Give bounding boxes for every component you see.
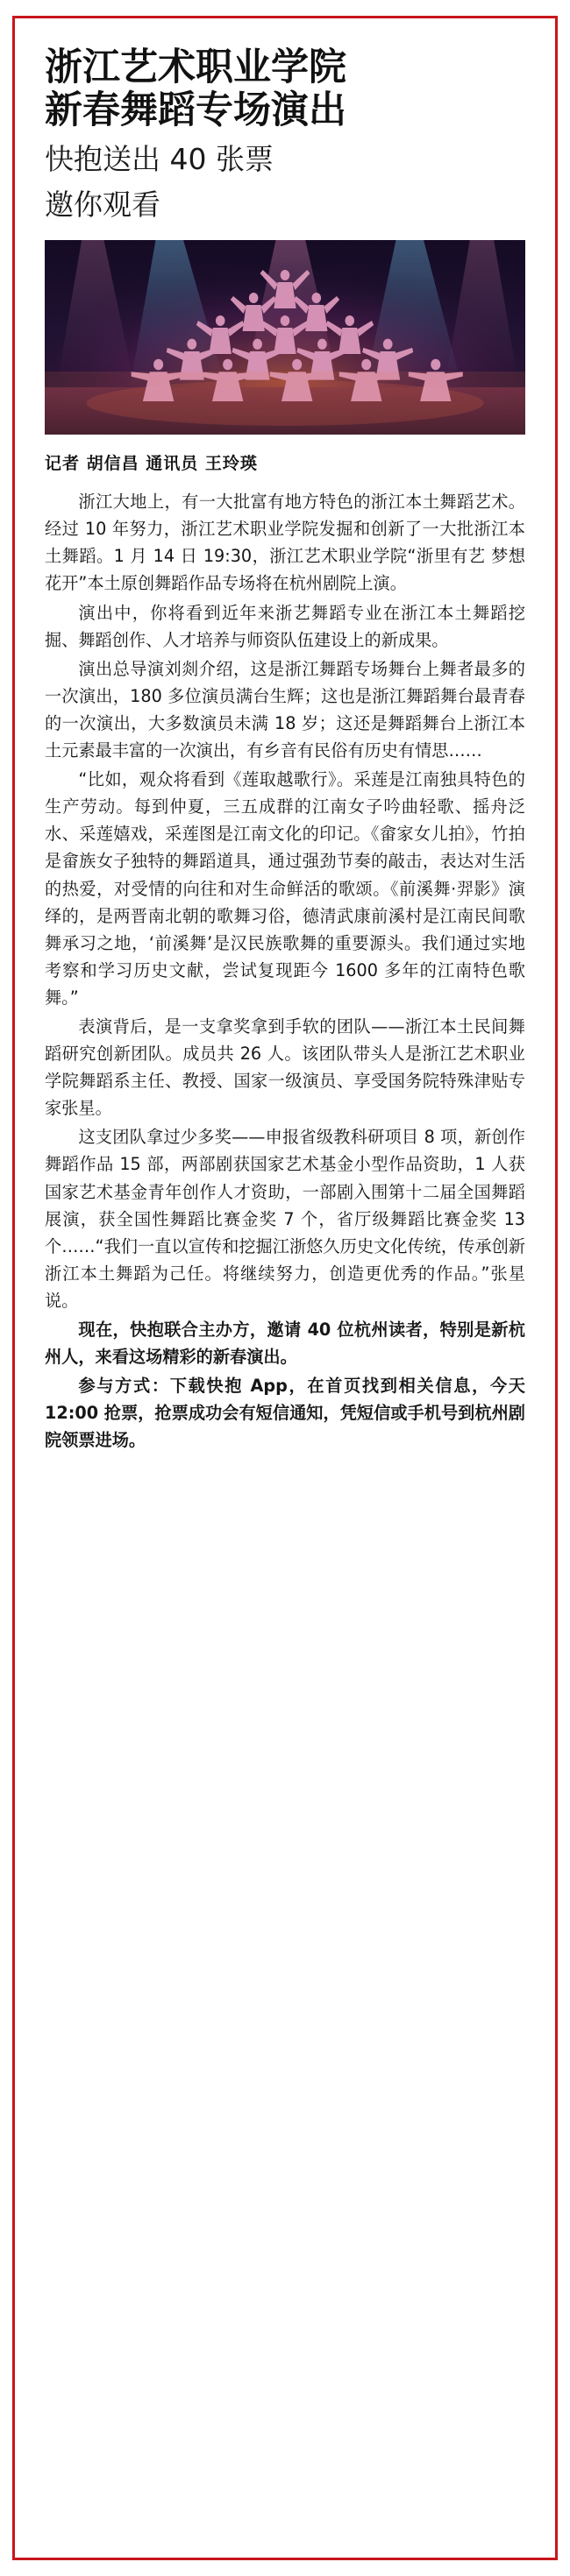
subhead-line-1: 快抱送出 40 张票 [45,142,274,177]
paragraph-8-participation: 参与方式：下载快抱 App，在首页找到相关信息，今天 12:00 抢票，抢票成功会有短信通知，凭短信或手机号到杭州剧院领票进场。 [45,1376,525,1451]
article-frame [12,16,558,2560]
paragraph-7-invite: 现在，快抱联合主办方，邀请 40 位杭州读者，特别是新杭州人，来看这场精彩的新春演出。 [45,1320,525,1368]
headline-line-2: 新春舞蹈专场演出 [45,88,346,133]
paragraph-5: 表演背后，是一支拿奖拿到手软的团队——浙江本土民间舞蹈研究创新团队。成员共 26 人。该团队带头人是浙江艺术职业学院舞蹈系主任、教授、国家一级演员、享受国务院特殊津贴专家张星。 [45,1016,525,1119]
paragraph-3: 演出总导演刘剡介绍，这是浙江舞蹈专场舞台上舞者最多的一次演出，180 多位演员满台生辉；这也是浙江舞蹈舞台最青春的一次演出，大多数演员未满 18 岁；这还是舞蹈舞台上浙江本土元素最丰富的一次演出，有乡音有民俗有历史有情思…… [45,658,525,761]
subhead-line-2: 邀你观看 [45,187,160,222]
paragraph-1: 浙江大地上，有一大批富有地方特色的浙江本土舞蹈艺术。经过 10 年努力，浙江艺术职业学院发掘和创新了一大批浙江本土舞蹈。1 月 14 日 19:30，浙江艺术职业学院“浙里有艺 梦想花开”本土原创舞蹈作品专场将在杭州剧院上演。 [45,492,525,594]
headline-line-1: 浙江艺术职业学院 [45,46,346,89]
article-photo [45,240,525,435]
paragraph-2: 演出中，你将看到近年来浙艺舞蹈专业在浙江本土舞蹈挖掘、舞蹈创作、人才培养与师资队伍建设上的新成果。 [45,602,525,650]
byline: 记者 胡信昌 通讯员 王玲瑛 [45,454,258,474]
article-body [45,488,525,1454]
headline-block [45,46,525,223]
article-photo-wrap [45,240,525,435]
paragraph-6: 这支团队拿过少多奖——申报省级教科研项目 8 项，新创作舞蹈作品 15 部，两部剧获国家艺术基金小型作品资助，1 人获国家艺术基金青年创作人才资助，一部剧入围第十二届全国舞蹈展演，获全国性舞蹈比赛金奖 7 个，省厅级舞蹈比赛金奖 13 个……“我们一直以宣传和挖掘江浙悠久历史文化传统，传承创新浙江本土舞蹈为己任。将继续努力，创造更优秀的作品。”张星说。 [45,1127,525,1311]
stage-photo-illustration [45,240,525,435]
paragraph-4: “比如，观众将看到《莲取越歌行》。采莲是江南独具特色的生产劳动。每到仲夏，三五成群的江南女子吟曲轻歌、摇舟泛水、采莲嬉戏，采莲图是江南文化的印记。《畲家女儿拍》，竹拍是畲族女子独特的舞蹈道具，通过强劲节奏的敲击，表达对生活的热爱，对受情的向往和对生命鲜活的歌颂。《前溪舞·羿影》演绎的，是两晋南北朝的歌舞习俗，德清武康前溪村是江南民间歌舞承习之地，‘前溪舞’是汉民族歌舞的重要源头。我们通过实地考察和学习历史文献，尝试复现距今 1600 多年的江南特色歌舞。” [45,769,525,1008]
